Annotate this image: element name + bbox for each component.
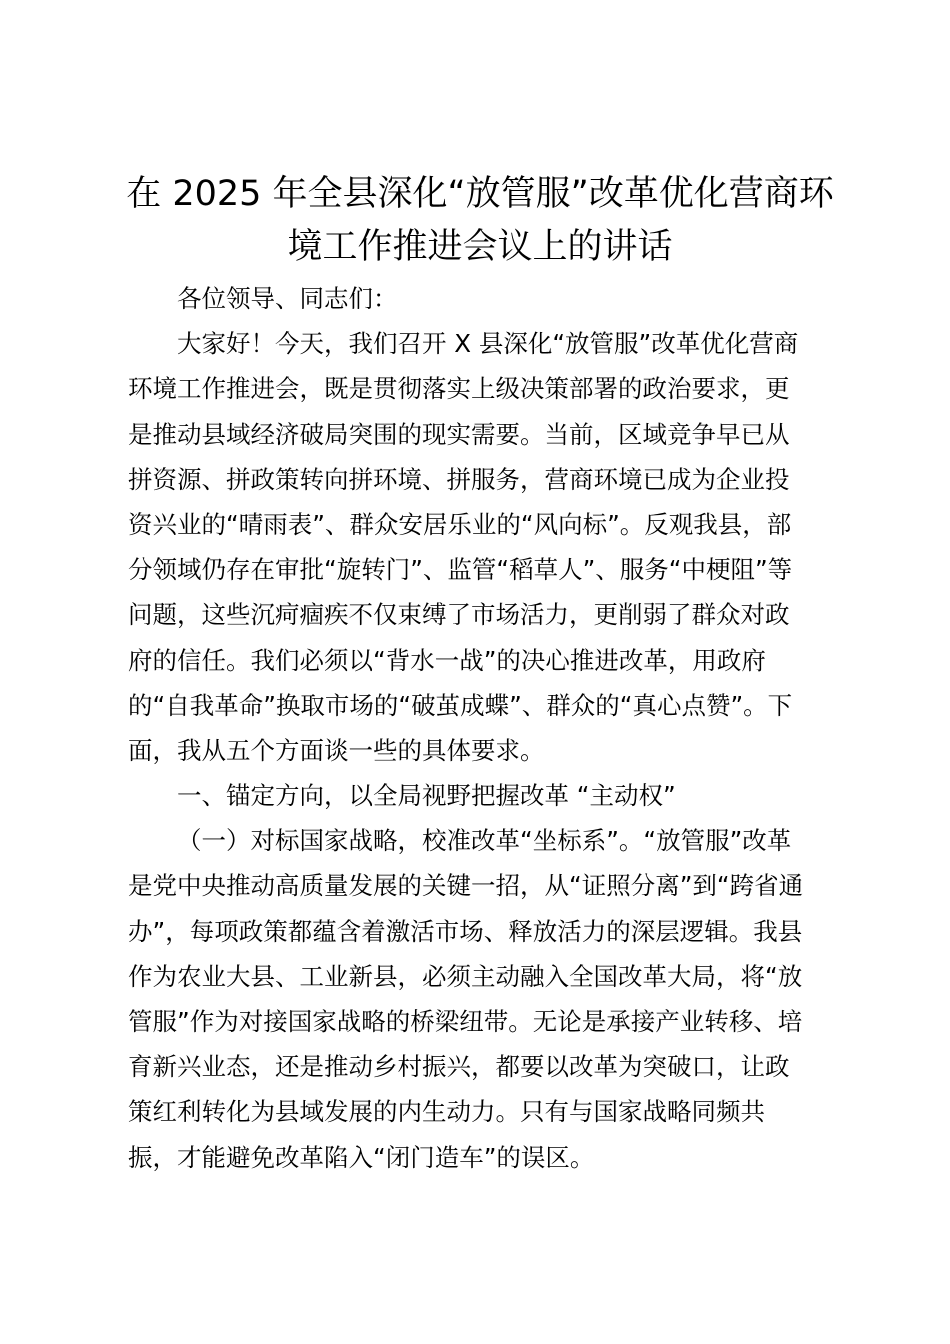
body-line: 作为农业大县、工业新县，必须主动融入全国改革大局，将“放 [128, 961, 803, 991]
body-line: 面，我从五个方面谈一些的具体要求。 [128, 735, 545, 765]
title-line-2: 境工作推进会议上的讲话 [287, 227, 673, 267]
document-body [128, 276, 828, 1180]
body-line: 的“自我革命”换取市场的“破茧成蝶”、群众的“真心点赞”。下 [128, 690, 793, 720]
document-title [110, 168, 850, 274]
section-heading: 一、锚定方向，以全局视野把握改革 “主动权” [177, 781, 676, 811]
body-line: （一）对标国家战略，校准改革“坐标系”。“放管服”改革 [177, 826, 792, 856]
title-line-1: 在 2025 年全县深化“放管服”改革优化营商环 [126, 174, 834, 214]
salutation: 各位领导、同志们： [177, 284, 398, 313]
body-line: 拼资源、拼政策转向拼环境、拼服务，营商环境已成为企业投 [128, 464, 790, 494]
body-line: 办”，每项政策都蕴含着激活市场、释放活力的深层逻辑。我县 [128, 916, 803, 946]
body-line: 府的信任。我们必须以“背水一战”的决心推进改革，用政府 [128, 645, 766, 675]
body-line: 分领域仍存在审批“旋转门”、监管“稻草人”、服务“中梗阻”等 [128, 555, 793, 585]
body-line: 管服”作为对接国家战略的桥梁纽带。无论是承接产业转移、培 [128, 1007, 803, 1036]
body-line: 振，才能避免改革陷入“闭门造车”的误区。 [128, 1142, 595, 1172]
body-line: 资兴业的“晴雨表”、群众安居乐业的“风向标”。反观我县，部 [128, 509, 792, 539]
body-line: 育新兴业态，还是推动乡村振兴，都要以改革为突破口，让政 [128, 1052, 790, 1082]
body-line: 是党中央推动高质量发展的关键一招，从“证照分离”到“跨省通 [128, 871, 804, 901]
body-line: 是推动县域经济破局突围的现实需要。当前，区域竞争早已从 [128, 419, 790, 449]
body-line: 策红利转化为县域发展的内生动力。只有与国家战略同频共 [128, 1097, 765, 1127]
body-line: 环境工作推进会，既是贯彻落实上级决策部署的政治要求，更 [128, 374, 790, 404]
body-line: 问题，这些沉疴痼疾不仅束缚了市场活力，更削弱了群众对政 [128, 600, 790, 630]
body-line: 大家好！今天，我们召开 X 县深化“放管服”改革优化营商 [177, 329, 799, 359]
